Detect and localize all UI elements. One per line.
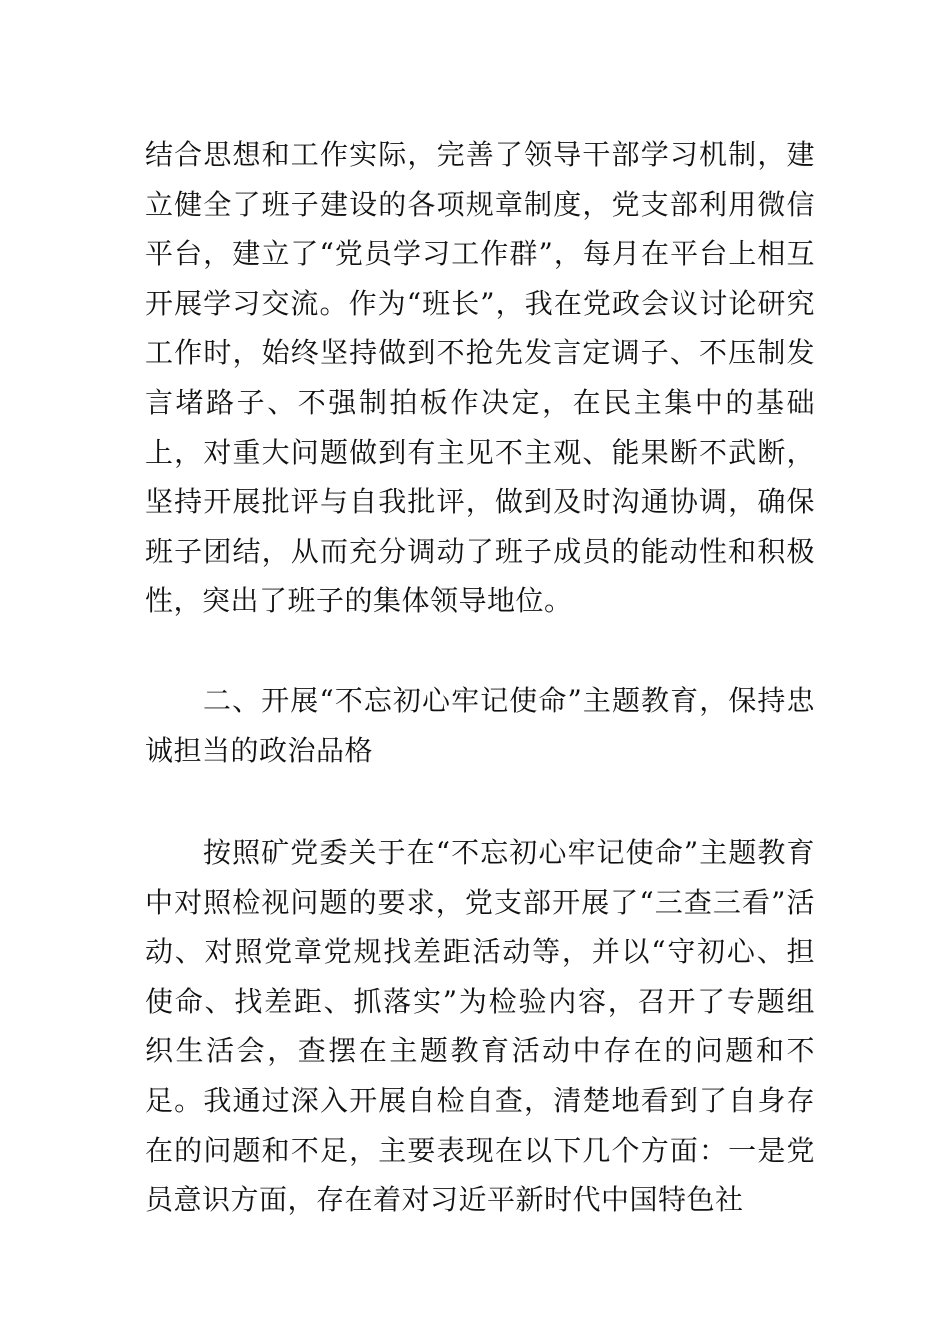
body-paragraph: 按照矿党委关于在“不忘初心牢记使命”主题教育中对照检视问题的要求，党支部开展了“三查三看”活动、对照党章党规找差距活动等，并以“守初心、担使命、找差距、抓落实”为检验内容，召开了专题组织生活会，查摆在主题教育活动中存在的问题和不足。我通过深入开展自检自查，清楚地看到了自身存在的问题和不足，主要表现在以下几个方面：一是党员意识方面，存在着对习近平新时代中国特色社 (145, 836, 815, 1217)
section-heading-two: 二、开展“不忘初心牢记使命”主题教育，保持忠诚担当的政治品格 (145, 684, 815, 767)
body-paragraph-continuation: 结合思想和工作实际，完善了领导干部学习机制，建立健全了班子建设的各项规章制度，党支部利用微信平台，建立了“党员学习工作群”，每月在平台上相互开展学习交流。作为“班长”，我在党政会议讨论研究工作时，始终坚持做到不抢先发言定调子、不压制发言堵路子、不强制拍板作决定，在民主集中的基础上，对重大问题做到有主见不主观、能果断不武断，坚持开展批评与自我批评，做到及时沟通协调，确保班子团结，从而充分调动了班子成员的能动性和积极性，突出了班子的集体领导地位。 (145, 138, 815, 618)
